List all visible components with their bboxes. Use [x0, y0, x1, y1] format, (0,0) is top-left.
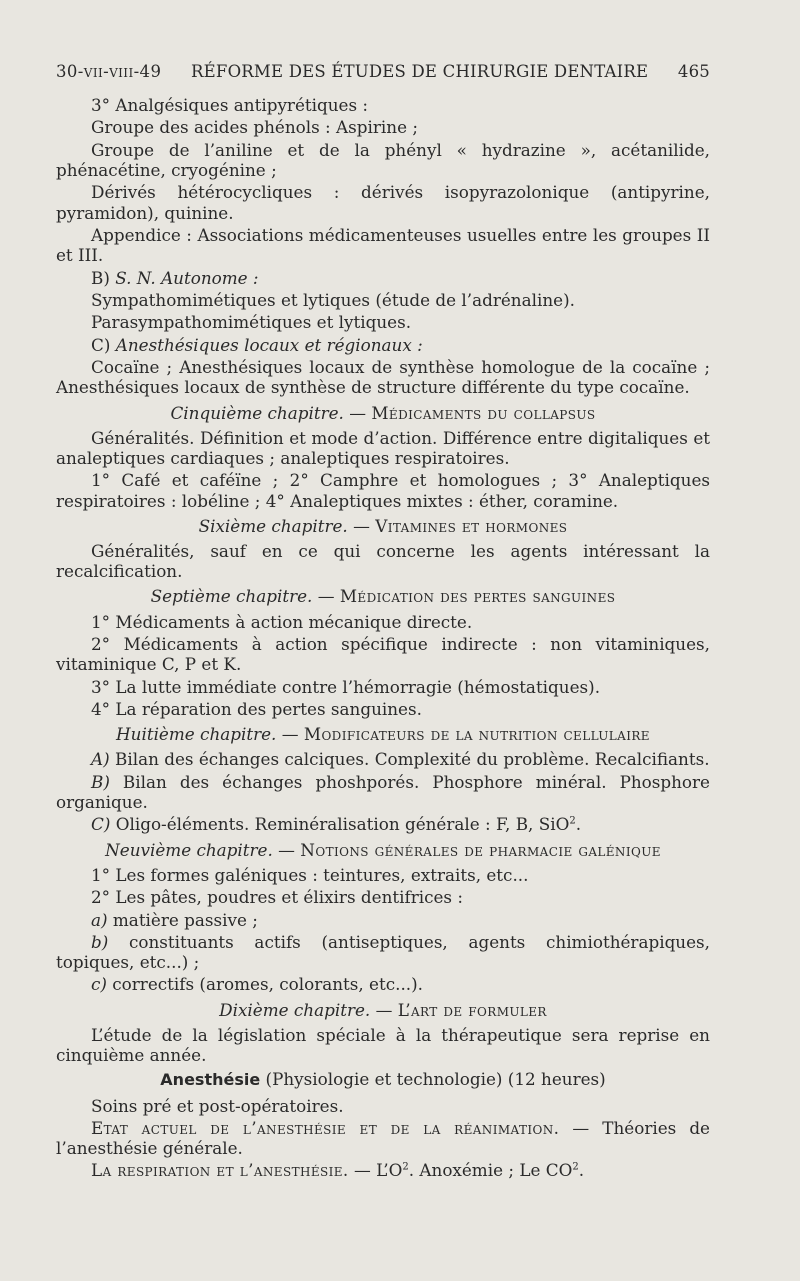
paragraph: A) Bilan des échanges calciques. Complexité du problème. Recalcifiants. [91, 749, 710, 770]
paragraph: Groupe de l’aniline et de la phényl « hydrazine », acétanilide, phénacétine, cryogénine ; [56, 139, 710, 180]
paragraph: 2° Médicaments à action spécifique indirecte : non vitaminiques, vitaminique C, P et K. [56, 633, 710, 675]
paragraph: c) correctifs (aromes, colorants, etc...). [91, 974, 424, 995]
chapter-heading: Huitième chapitre. — Modificateurs de la nutrition cellulaire [116, 724, 650, 745]
paragraph: Etat actuel de l’anesthésie et de la réanimation. — Théories de l’anesthésie générale. [56, 1117, 710, 1159]
paragraph: Dérivés hétérocycliques : dérivés isopyrazolonique (antipyrine, pyramidon), quinine. [56, 182, 710, 223]
paragraph: 2° Les pâtes, poudres et élixirs dentifrices : [91, 887, 464, 908]
paragraph: 3° Analgésiques antipyrétiques : [91, 95, 369, 115]
paragraph: Soins pré et post-opératoires. [91, 1095, 344, 1116]
paragraph: Généralités, sauf en ce qui concerne les agents intéressant la recalcification. [56, 540, 710, 582]
section-heading: Anesthésie (Physiologie et technologie) (12 heures) [160, 1069, 606, 1090]
paragraph: Cocaïne ; Anesthésiques locaux de synthèse homologue de la cocaïne ; Anesthésiques locaux de synthèse de structure différente du type cocaïne. [56, 357, 710, 398]
paragraph: 4° La réparation des pertes sanguines. [91, 698, 422, 719]
paragraph: b) constituants actifs (antiseptiques, agents chimiothérapiques, topiques, etc...) ; [56, 931, 710, 973]
subsection-heading: B) S. N. Autonome : [91, 267, 259, 288]
paragraph: 1° Café et caféïne ; 2° Camphre et homologues ; 3° Analeptiques respiratoires : lobéline ; 4° Analeptiques mixtes : éther, coramine. [56, 470, 710, 511]
header-title: RÉFORME DES ÉTUDES DE CHIRURGIE DENTAIRE [191, 62, 649, 81]
header-date: 30-vii-viii-49 [56, 62, 162, 81]
chapter-heading: Cinquième chapitre. — Médicaments du collapsus [170, 402, 596, 423]
chapter-heading: Sixième chapitre. — Vitamines et hormones [198, 515, 568, 536]
paragraph: B) Bilan des échanges phoshporés. Phosphore minéral. Phosphore organique. [56, 771, 710, 812]
page-number: 465 [677, 62, 710, 81]
paragraph: Appendice : Associations médicamenteuses usuelles entre les groupes II et III. [56, 224, 710, 266]
paragraph: Parasympathomimétiques et lytiques. [91, 312, 412, 333]
paragraph: L’étude de la législation spéciale à la thérapeutique sera reprise en cinquième année. [56, 1024, 710, 1066]
paragraph: 1° Médicaments à action mécanique directe. [91, 611, 473, 632]
page-body [56, 95, 710, 1181]
paragraph: C) Oligo-éléments. Reminéralisation générale : F, B, SiO$^2$. [91, 814, 582, 835]
chapter-heading: Dixième chapitre. — L’art de formuler [219, 999, 547, 1020]
paragraph: 1° Les formes galéniques : teintures, extraits, etc... [91, 864, 529, 885]
chapter-heading: Neuvième chapitre. — Notions générales de pharmacie galénique [105, 839, 661, 860]
paragraph: Généralités. Définition et mode d’action. Différence entre digitaliques et analeptiques cardiaques ; analeptiques respiratoires. [56, 427, 710, 468]
paragraph: a) matière passive ; [91, 909, 258, 930]
paragraph: 3° La lutte immédiate contre l’hémorragie (hémostatiques). [91, 676, 601, 697]
subsection-heading: C) Anesthésiques locaux et régionaux : [91, 334, 423, 355]
paragraph: Groupe des acides phénols : Aspirine ; [91, 117, 419, 138]
chapter-heading: Septième chapitre. — Médication des pertes sanguines [150, 586, 616, 607]
paragraph: La respiration et l’anesthésie. — $L’O^2$. Anoxémie ; Le $CO^2$. [91, 1160, 585, 1181]
running-header [56, 62, 710, 81]
paragraph: Sympathomimétiques et lytiques (étude de l’adrénaline). [91, 289, 575, 310]
